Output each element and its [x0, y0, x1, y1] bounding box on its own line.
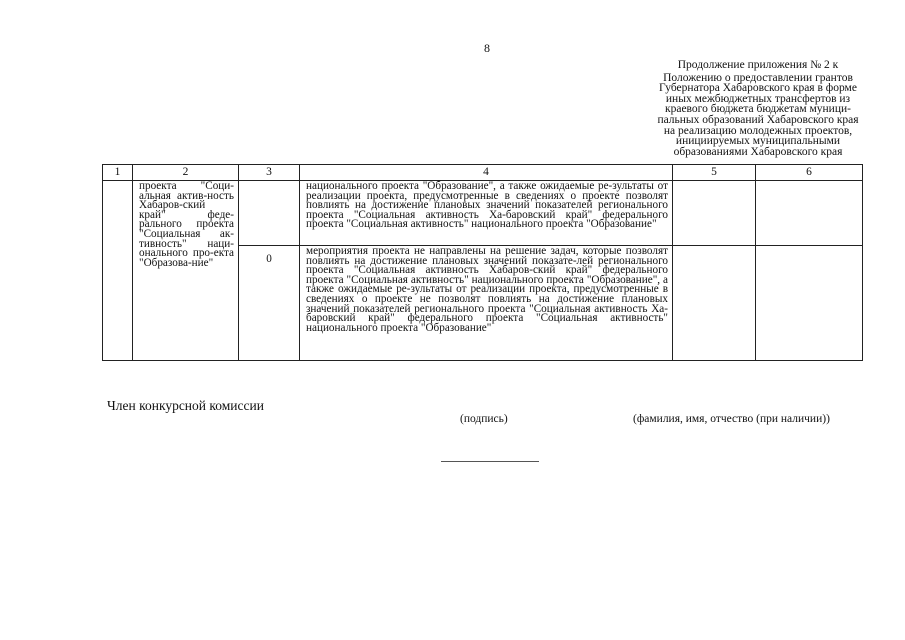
criterion-cell: проекта "Соци-альная актив-ность Хабаров-ский край" феде-рального проекта "Социальная ак-тивность" наци-онального про-екта "Образова-ние"	[133, 181, 239, 361]
column-header: 4	[300, 165, 673, 181]
commission-member-label: Член конкурсной комиссии	[107, 398, 264, 413]
fullname-label: (фамилия, имя, отчество (при наличии))	[633, 413, 830, 425]
column-header: 3	[239, 165, 300, 181]
criteria-table	[102, 164, 863, 361]
appendix-header-line: образованиями Хабаровского края	[673, 145, 843, 158]
signature-label: (подпись)	[460, 413, 508, 425]
appendix-header-line: Губернатора Хабаровского края в форме	[659, 82, 857, 95]
appendix-header-line: краевого бюджета бюджетам муници-	[665, 103, 851, 116]
appendix-header-line: Положению о предоставлении грантов	[663, 71, 853, 84]
appendix-header	[640, 60, 876, 157]
appendix-header-line: на реализацию молодежных проектов,	[663, 124, 853, 137]
column-header: 2	[133, 165, 239, 181]
end-divider	[441, 461, 539, 462]
appendix-header-line: пальных образований Хабаровского края	[657, 113, 859, 126]
empty-cell	[673, 246, 756, 361]
appendix-header-line: инициируемых муниципальными	[675, 135, 841, 148]
description-cell: национального проекта "Образование", а также ожидаемые ре-зультаты от реализации проекта, предусмотренные в сведениях о проекте позволят повлиять на достижение плановых значений показателей регионального проекта "Социальная активность Ха-баровский край" федерального проекта "Социальная активность" национального проекта "Образование"	[300, 181, 673, 246]
description-cell: мероприятия проекта не направлены на решение задач, которые позволят повлиять на достижение плановых значений показате-лей регионального проекта "Социальная активность Хабаров-ский край" федерального проекта "Социальная активность" национального проекта "Образование", а также ожидаемые ре-зультаты от реализации проекта, предусмотренные в сведениях о проекте не позволят повлиять на достижение плановых значений показателей регионального проекта "Социальная активность Ха-баровский край" федерального проекта "Социальная активность" национального проекта "Образование"	[300, 246, 673, 361]
empty-cell	[756, 181, 863, 246]
score-cell: 0	[239, 246, 300, 361]
score-cell	[239, 181, 300, 246]
number-cell	[103, 181, 133, 361]
empty-cell	[673, 181, 756, 246]
table-header-row	[103, 165, 863, 181]
appendix-header-line: иных межбюджетных трансфертов из	[665, 92, 851, 105]
page-number: 8	[484, 41, 490, 55]
table-row	[103, 181, 863, 246]
appendix-continuation: Продолжение приложения № 2 к	[677, 59, 839, 71]
column-header: 6	[756, 165, 863, 181]
column-header: 1	[103, 165, 133, 181]
column-header: 5	[673, 165, 756, 181]
empty-cell	[756, 246, 863, 361]
